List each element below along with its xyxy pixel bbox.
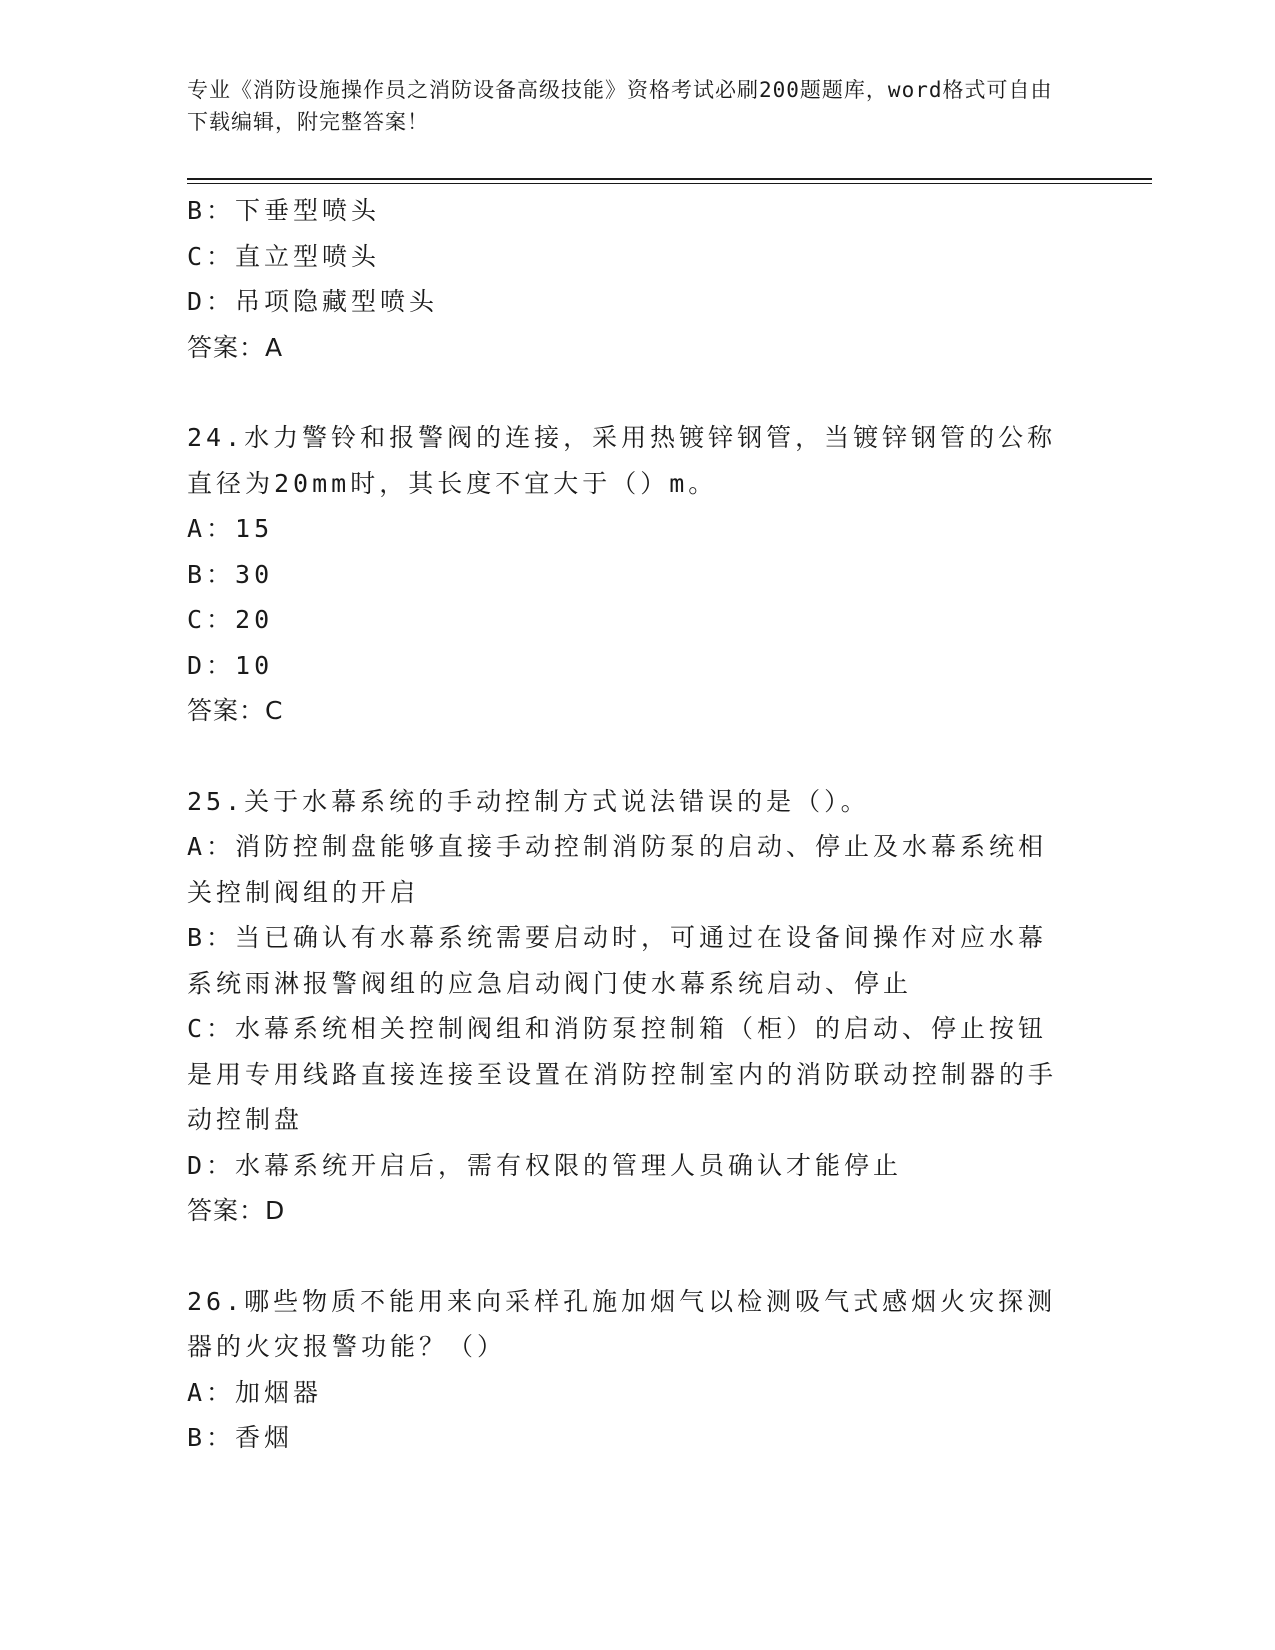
option-a: A：消防控制盘能够直接手动控制消防泵的启动、停止及水幕系统相关控制阀组的开启: [187, 832, 1048, 907]
option-c: C：直立型喷头: [187, 241, 381, 271]
option-d: D：吊项隐藏型喷头: [187, 287, 439, 316]
question-stem: 26.哪些物质不能用来向采样孔施加烟气以检测吸气式感烟火灾探测器的火灾报警功能？（）: [187, 1286, 1057, 1361]
option-b: B：下垂型喷头: [187, 196, 381, 225]
answer: 答案：D: [187, 1196, 286, 1225]
option-b: B：30: [187, 559, 274, 589]
option-c: C：20: [187, 605, 274, 634]
header-divider-thick: [187, 178, 1152, 180]
question-24: [187, 415, 1067, 734]
document-header: 专业《消防设施操作员之消防设备高级技能》资格考试必刷200题题库，word格式可自由下载编辑，附完整答案！: [187, 78, 1053, 134]
option-b: B：香烟: [187, 1423, 294, 1452]
option-d: D：10: [187, 650, 274, 680]
question-25: [187, 779, 1067, 1234]
question-26: [187, 1279, 1067, 1461]
option-c: C：水幕系统相关控制阀组和消防泵控制箱（柜）的启动、停止按钮是用专用线路直接连接至设置在消防控制室内的消防联动控制器的手动控制盘: [187, 1014, 1058, 1134]
option-a: A：加烟器: [187, 1377, 323, 1407]
option-d: D：水幕系统开启后，需有权限的管理人员确认才能停止: [187, 1150, 903, 1180]
answer: 答案：C: [187, 696, 284, 725]
partial-question-23: [187, 188, 1067, 370]
header-divider-thin: [187, 183, 1152, 184]
option-b: B：当已确认有水幕系统需要启动时，可通过在设备间操作对应水幕系统雨淋报警阀组的应急启动阀门使水幕系统启动、停止: [187, 923, 1048, 998]
question-content: [187, 188, 1067, 1461]
option-a: A：15: [187, 514, 274, 543]
answer: 答案：A: [187, 332, 284, 362]
question-stem: 25.关于水幕系统的手动控制方式说法错误的是（）。: [187, 786, 870, 816]
question-stem: 24.水力警铃和报警阀的连接，采用热镀锌钢管，当镀锌钢管的公称直径为20mm时，其长度不宜大于（）m。: [187, 423, 1057, 498]
